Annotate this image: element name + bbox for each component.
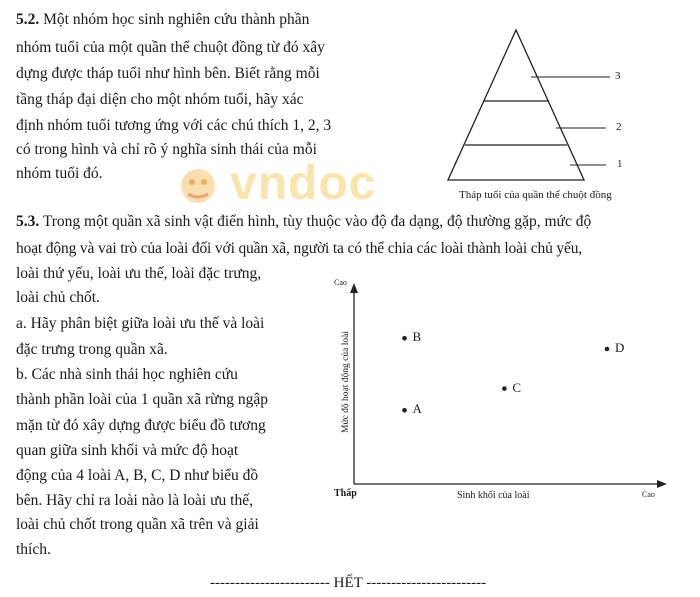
- q53-line-14: thích.: [16, 541, 51, 558]
- q53-line-10: quan giữa sinh khối và mức độ hoạt: [16, 442, 239, 459]
- end-marker: ------------------------ HẾT ------------------------: [210, 575, 487, 591]
- q52-line-7: nhóm tuổi đó.: [16, 165, 103, 182]
- q52-line-1: 5.2. Một nhóm học sinh nghiên cứu thành phần: [16, 11, 310, 28]
- point-C: [502, 386, 507, 391]
- y-axis-high-label: Cao: [334, 278, 347, 287]
- y-axis-arrow: [350, 283, 358, 293]
- point-D: [605, 347, 610, 352]
- q53-line-4: loài chủ chốt.: [16, 289, 100, 306]
- watermark-text: vndoc: [230, 157, 377, 210]
- q53-line-13: loài chủ chốt trong quần xã trên và giải: [16, 516, 259, 533]
- x-axis-arrow: [657, 480, 667, 488]
- point-label-D: D: [615, 340, 625, 355]
- q53-line-11: động của 4 loài A, B, C, D như biểu đồ: [16, 467, 259, 484]
- point-label-B: B: [412, 329, 422, 345]
- pyramid-label-1: 1: [617, 158, 623, 170]
- q53-number: 5.3.: [16, 213, 40, 230]
- pyramid-label-2: 2: [616, 121, 622, 133]
- q53-line-3: loài thứ yếu, loài ưu thế, loài đặc trưng,: [16, 265, 262, 282]
- q53-line-5: a. Hãy phân biệt giữa loài ưu thế và loài: [16, 315, 265, 332]
- point-label-A: A: [412, 401, 422, 417]
- x-axis-low-label: Thấp: [334, 488, 357, 499]
- q52-line-5: định nhóm tuổi tương ứng với các chú thích 1, 2, 3: [16, 117, 332, 134]
- q52-line-2: nhóm tuổi của một quần thể chuột đồng từ đó xây: [16, 39, 325, 56]
- point-label-C: C: [512, 379, 522, 395]
- q52-line-3: dựng được tháp tuổi như hình bên. Biết rằng mỗi: [16, 65, 320, 82]
- x-axis-high-label: Cao: [642, 490, 655, 499]
- q53-line-1: 5.3. Trong một quần xã sinh vật điển hình, tùy thuộc vào độ đa dạng, độ thường gặp, mức độ: [16, 213, 592, 230]
- pyramid-caption: Tháp tuổi của quần thể chuột đồng: [459, 189, 612, 201]
- points-layer: [402, 336, 609, 413]
- q53-line-9: mặn từ đó xây dựng được biểu đồ tương: [16, 417, 266, 434]
- q53-line-7: b. Các nhà sinh thái học nghiên cứu: [16, 366, 238, 383]
- point-B: [402, 336, 407, 341]
- q53-line-2: hoạt động và vai trò của loài đối với quần xã, người ta có thể chia các loài thành loài chủ yếu,: [16, 240, 583, 257]
- q53-line-6: đặc trưng trong quần xã.: [16, 341, 168, 358]
- q53-line-8: thành phần loài của 1 quần xã rừng ngập: [16, 391, 269, 408]
- x-axis-title: Sinh khối của loài: [457, 490, 530, 501]
- q52-line-6: có trong hình và chỉ rõ ý nghĩa sinh thái của mỗi: [16, 141, 317, 158]
- q52-line-4: tầng tháp đại diện cho một nhóm tuổi, hãy xác: [16, 91, 304, 108]
- pyramid-label-3: 3: [615, 70, 621, 82]
- q53-line-12: bên. Hãy chỉ ra loài nào là loài ưu thế,: [16, 492, 253, 509]
- point-A: [402, 408, 407, 413]
- y-axis-title: Mức độ hoạt động của loài: [341, 331, 351, 433]
- q52-number: 5.2.: [16, 11, 40, 28]
